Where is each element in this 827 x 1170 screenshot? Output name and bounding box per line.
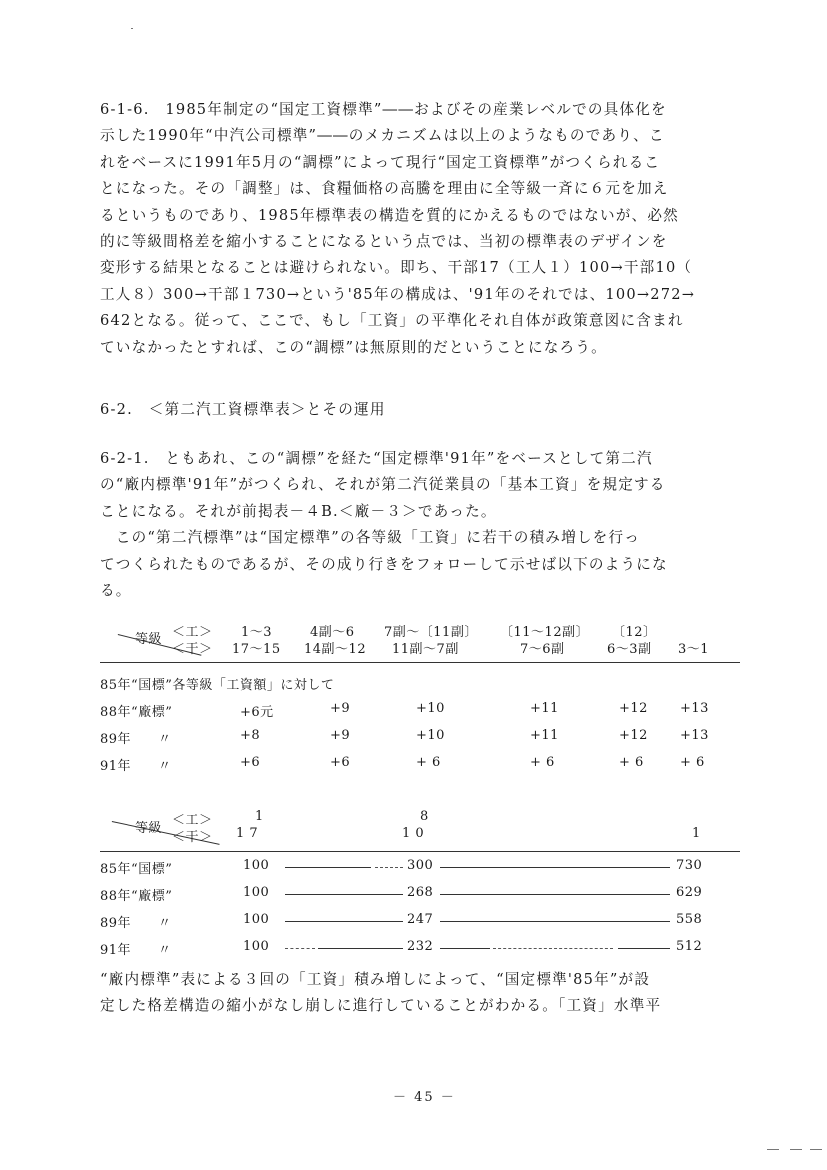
cell: +6: [330, 755, 351, 770]
cell: +13: [680, 701, 709, 716]
connector-line: [285, 921, 403, 922]
connector-line: [440, 894, 670, 895]
page-number: － 45 －: [393, 1090, 456, 1105]
table1-label-ko: ＜工＞: [172, 625, 213, 640]
scan-speck: [810, 1149, 822, 1150]
connector-line: [440, 948, 490, 949]
connector-line: [618, 948, 670, 949]
cell: +6元: [240, 705, 274, 720]
cell: 100: [243, 912, 270, 927]
cell: 268: [407, 885, 434, 900]
table1-kan-header: 11副～7副: [392, 642, 459, 657]
cell: +6: [240, 755, 261, 770]
cell: 247: [407, 912, 434, 927]
cell: 558: [676, 912, 703, 927]
table2-label-kan: ＜干＞: [172, 830, 213, 845]
table1-kan-header: 3～1: [678, 642, 710, 657]
cell: + 6: [619, 755, 644, 770]
table1-corner-label: 等級: [135, 632, 163, 647]
cell: +13: [680, 728, 709, 743]
scan-speck: [767, 1149, 779, 1150]
cell: +11: [530, 728, 559, 743]
connector-line: [493, 948, 613, 949]
connector-line: [318, 948, 403, 949]
table1-kan-header: 17～15: [232, 642, 281, 657]
cell: 100: [243, 885, 270, 900]
table1-ko-header: 〔12〕: [612, 625, 657, 640]
table1-kan-header: 14副～12: [304, 642, 367, 657]
cell: +8: [240, 728, 261, 743]
connector-line: [375, 867, 403, 868]
row-label: 91年 〃: [100, 943, 172, 958]
table1-kan-header: 7～6副: [520, 642, 565, 657]
cell: +9: [330, 728, 351, 743]
row-label: 89年 〃: [100, 732, 172, 747]
connector-line: [285, 948, 315, 949]
table1-ko-header: 7副～〔11副〕: [384, 625, 478, 640]
table2-kan-header: 1: [692, 826, 701, 841]
paragraph-6-2-1: 6-2-1. ともあれ、この“調標”を経た“国定標準'91年”をベースとして第二汽 の“廠内標準'91年”がつくられ、それが第二汽従業員の「基本工資」を規定する ことになる。それが前掲表－４B.＜廠－３＞であった。 この“第二汽標準”は“国定標準”の各等級「工資」に若干の積み増しを行っ てつくられたものであるが、その成り行きをフォローして示せば以下のようにな る。: [100, 450, 668, 600]
scan-speck: [790, 1149, 802, 1150]
cell: 629: [676, 885, 703, 900]
cell: 100: [243, 939, 270, 954]
row-label: 89年 〃: [100, 916, 172, 931]
cell: + 6: [530, 755, 555, 770]
cell: +11: [530, 701, 559, 716]
scan-speck: [131, 28, 133, 29]
table1-ko-header: 4副～6: [310, 625, 355, 640]
table1-ko-header: 〔11～12副〕: [500, 625, 590, 640]
cell: 232: [407, 939, 434, 954]
table2-ko-header: 1: [255, 809, 264, 824]
table2-ko-header: 8: [420, 809, 429, 824]
connector-line: [440, 867, 670, 868]
row-label: 88年“廠標”: [100, 705, 173, 720]
table2-label-ko: ＜工＞: [172, 813, 213, 828]
cell: +12: [619, 701, 648, 716]
paragraph-conclusion: “廠内標準”表による３回の「工資」積み増しによって、“国定標準'85年”が設 定した格差構造の縮小がなし崩しに進行していることがわかる。「工資」水準平: [100, 971, 662, 1015]
table1-header-rule: [100, 662, 740, 663]
table2-header-rule: [100, 851, 740, 852]
cell: 730: [676, 858, 703, 873]
cell: + 6: [416, 755, 441, 770]
row-label: 85年“国標”: [100, 862, 173, 877]
connector-line: [440, 921, 670, 922]
cell: 512: [676, 939, 703, 954]
table1-ko-header: 1～3: [241, 625, 273, 640]
table1-label-kan: ＜干＞: [172, 642, 213, 657]
connector-line: [285, 867, 371, 868]
row-label: 91年 〃: [100, 759, 172, 774]
table1-intro: 85年“国標”各等級「工資額」に対して: [100, 678, 335, 693]
cell: + 6: [680, 755, 705, 770]
row-label: 88年“廠標”: [100, 889, 173, 904]
cell: +12: [619, 728, 648, 743]
paragraph-6-1-6: 6-1-6. 1985年制定の“国定工資標準”――およびその産業レベルでの具体化を 示した1990年“中汽公司標準”――のメカニズムは以上のようなものであり、こ れをベースに1991年5月の“調標”によって現行“国定工資標準”がつくられるこ とになった。その「調整」は、食糧価格の高騰を理由に全等級一斉に６元を加え るというものであり、1985年標準表の構造を質的にかえるものではないが、必然 的に等級間格差を縮小することになるという点では、当初の標準表のデザインを 変形する結果となることは避けられない。即ち、干部17（工人１）100→干部10（ 工人８）300→干部１730→という'85年の構成は、'91年のそれでは、100→272→ 642となる。従って、ここで、もし「工資」の平準化それ自体が政策意図に含まれ ていなかったとすれば、この“調標”は無原則的だということになろう。: [100, 101, 696, 356]
cell: 100: [243, 858, 270, 873]
table2-kan-header: 1 7: [236, 826, 259, 841]
cell: +9: [330, 701, 351, 716]
connector-line: [285, 894, 403, 895]
section-heading-6-2: 6-2. ＜第二汽工資標準表＞とその運用: [100, 401, 386, 418]
cell: +10: [416, 728, 445, 743]
cell: +10: [416, 701, 445, 716]
table2-corner-label: 等級: [135, 821, 163, 836]
table2-kan-header: 1 0: [402, 826, 425, 841]
cell: 300: [407, 858, 434, 873]
table1-kan-header: 6～3副: [607, 642, 652, 657]
